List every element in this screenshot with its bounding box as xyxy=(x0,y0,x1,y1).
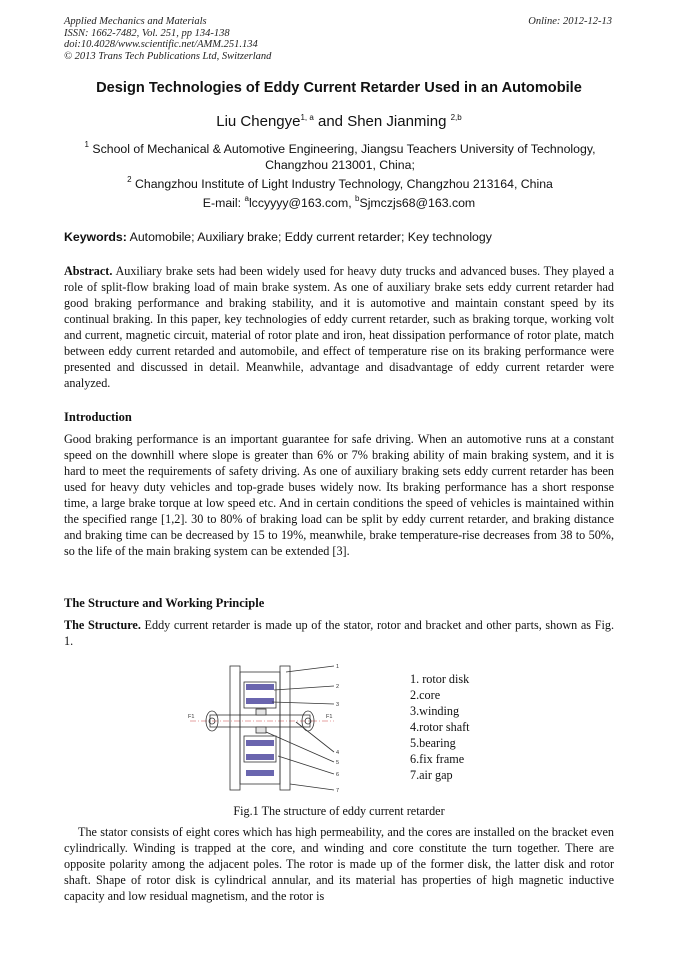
affiliation-2 xyxy=(70,172,610,193)
legend-item-winding: 3.winding xyxy=(410,704,460,718)
affiliation-2-num: 2 xyxy=(127,175,132,184)
fig-num-1: 1 xyxy=(336,664,340,670)
journal-name: Applied Mechanics and Materials xyxy=(64,16,207,27)
email-address-a[interactable]: lccyyyy@163.com, xyxy=(248,196,352,210)
fig-num-3: 3 xyxy=(336,702,340,708)
structure-paragraph xyxy=(64,618,614,650)
legend-item-fix-frame: 6.fix frame xyxy=(410,752,465,766)
figure-caption: Fig.1 The structure of eddy current retarder xyxy=(233,804,445,818)
affiliation-1-num: 1 xyxy=(84,140,89,149)
fig-num-2: 2 xyxy=(336,684,340,690)
email-sup-b: b xyxy=(355,194,360,203)
section-heading-introduction: Introduction xyxy=(64,410,132,424)
keywords-text: Automobile; Auxiliary brake; Eddy current retarder; Key technology xyxy=(129,230,492,244)
winding-bottom-a xyxy=(246,740,274,746)
section-heading-structure: The Structure and Working Principle xyxy=(64,596,265,610)
abstract-label: Abstract. xyxy=(64,264,113,278)
rotor-disk-left xyxy=(230,666,240,790)
keywords xyxy=(64,230,492,244)
journal-header xyxy=(64,16,271,62)
email-address-b[interactable]: Sjmczjs68@163.com xyxy=(359,196,476,210)
fig-num-7: 7 xyxy=(336,788,340,794)
legend-item-air-gap: 7.air gap xyxy=(410,768,453,782)
body-paragraph: The stator consists of eight cores which has high permeability, and the cores are installed on the bracket even cylindrically. Winding is trapped at the core, and winding and core constitute the turn together. There are opposite polarity among the adjacent poles. The rotor is made up of the former disk, the latter disk and rotor shaft. Shape of rotor disk is cylindrical annular, and its material has properties of high magnetic inductive capacity and low residual magnetism, and the rotor is xyxy=(64,825,614,903)
winding-bottom-c xyxy=(246,770,274,776)
author-2-sup: 2,b xyxy=(450,113,462,122)
email-sup-a: a xyxy=(244,194,249,203)
author-1-name: Liu Chengye xyxy=(216,113,301,130)
affiliation-1 xyxy=(70,137,610,173)
figure-legend xyxy=(410,671,470,783)
leader-7 xyxy=(290,784,334,790)
retarder-diagram xyxy=(186,660,356,798)
online-date: Online: 2012-12-13 xyxy=(528,16,612,27)
structure-sub-text: Eddy current retarder is made up of the stator, rotor and bracket and other parts, shown as Fig. 1. xyxy=(64,618,614,648)
author-2-name: Shen Jianming xyxy=(347,113,447,130)
leader-1 xyxy=(286,666,334,672)
fig-force-right: F1 xyxy=(326,714,333,720)
affiliation-1-text: School of Mechanical & Automotive Engineering, Jiangsu Teachers University of Technology, Changzhou 213001, China; xyxy=(92,142,596,172)
fig-force-left: F1 xyxy=(188,714,195,720)
affiliation-2-text: Changzhou Institute of Light Industry Technology, Changzhou 213164, China xyxy=(134,177,553,191)
issn-line: ISSN: 1662-7482, Vol. 251, pp 134-138 xyxy=(64,27,230,39)
rotor-disk-right xyxy=(280,666,290,790)
keywords-label: Keywords: xyxy=(64,230,127,244)
email-label: E-mail: xyxy=(202,196,242,210)
legend-item-bearing: 5.bearing xyxy=(410,736,456,750)
leader-3 xyxy=(272,702,334,704)
paper-title: Design Technologies of Eddy Current Retarder Used in an Automobile xyxy=(96,80,582,96)
copyright-line: © 2013 Trans Tech Publications Ltd, Switzerland xyxy=(64,50,272,62)
legend-item-rotor-disk: 1. rotor disk xyxy=(410,672,470,686)
doi-line: doi:10.4028/www.scientific.net/AMM.251.134 xyxy=(64,39,258,51)
legend-item-rotor-shaft: 4.rotor shaft xyxy=(410,720,470,734)
fig-num-6: 6 xyxy=(336,772,340,778)
abstract xyxy=(64,264,614,392)
winding-bottom-b xyxy=(246,754,274,760)
email-line xyxy=(0,194,678,210)
bearing-bottom xyxy=(256,727,266,733)
abstract-text: Auxiliary brake sets had been widely used for heavy duty trucks and advanced buses. They played a role of split-flow braking load of main brake system. As one of auxiliary brake sets eddy current retarder had good braking performance and braking stability, and it is automotive and maintain constant speed by its continual braking. In this paper, key technologies of eddy current retarder, such as braking torque, working volt and current, magnetic circuit, material of rotor plate and iron, heat dissipation performance of rotor plate, match between eddy current retarded and automobile, and effect of temperature rise on its braking performance were presented and discussed in detail. Meanwhile, advantage and disadvantage of eddy current retarder were analyzed. xyxy=(64,264,615,390)
winding-top-a xyxy=(246,684,274,690)
structure-sub-label: The Structure. xyxy=(64,618,141,632)
author-line xyxy=(0,113,678,130)
author-1-sup: 1, a xyxy=(300,113,314,122)
winding-top-b xyxy=(246,698,274,704)
fig-num-5: 5 xyxy=(336,760,340,766)
fig-num-4: 4 xyxy=(336,750,340,756)
legend-item-core: 2.core xyxy=(410,688,441,702)
bearing-top xyxy=(256,709,266,715)
leader-2 xyxy=(274,686,334,690)
introduction-paragraph: Good braking performance is an important guarantee for safe driving. When an automotive runs at a constant speed on the downhill where slope is greater than 6% or 7% braking ability of main braking system, and it is hard to meet the requirements of safety driving. As one of auxiliary braking sets eddy current retarder has been used for heavy duty vehicles and top-grade buses widely now. Its braking performance has a short response time, a large brake torque at low speed etc. And in certain conditions the speed of vehicles is maintained within the specified range [1,2]. 30 to 80% of braking load can be split by eddy current retarder, and braking distance and braking time can be decreased by 15 to 19%, meanwhile, brake temperature-rise decreases from 38 to 50%, so the life of the main braking system can be extended [3]. xyxy=(64,432,614,558)
author-and: and xyxy=(318,113,344,130)
